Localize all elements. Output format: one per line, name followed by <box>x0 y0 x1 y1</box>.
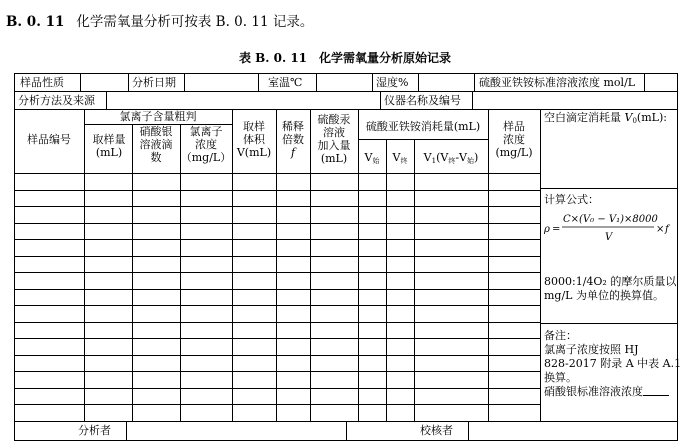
table-cell[interactable] <box>414 190 488 207</box>
table-cell[interactable] <box>84 190 132 207</box>
table-cell[interactable] <box>232 289 276 306</box>
table-cell[interactable] <box>180 322 232 339</box>
table-cell[interactable] <box>386 371 414 388</box>
table-cell[interactable] <box>358 388 386 405</box>
table-cell[interactable] <box>232 322 276 339</box>
table-cell[interactable] <box>232 355 276 372</box>
grid-hline <box>84 124 232 125</box>
table-cell[interactable] <box>310 272 358 289</box>
table-cell[interactable] <box>180 173 232 190</box>
table-cell[interactable] <box>310 173 358 190</box>
table-cell[interactable] <box>14 371 84 388</box>
table-cell[interactable] <box>14 256 84 273</box>
table-title: 表 B. 0. 11 化学需氧量分析原始记录 <box>238 51 452 65</box>
record-form <box>14 73 682 441</box>
table-cell[interactable] <box>84 322 132 339</box>
table-cell[interactable] <box>180 272 232 289</box>
table-cell[interactable] <box>14 239 84 256</box>
dilution-line3: f <box>290 146 296 159</box>
table-cell[interactable] <box>276 256 310 273</box>
table-cell[interactable] <box>310 190 358 207</box>
grid-vline <box>184 73 185 91</box>
grid-vline <box>126 421 127 441</box>
reviewer-label: 校核者 <box>420 424 453 437</box>
table-cell[interactable] <box>180 355 232 372</box>
table-cell[interactable] <box>488 388 540 405</box>
table-cell[interactable] <box>180 338 232 355</box>
remark-label: 备注： <box>544 329 577 342</box>
table-cell[interactable] <box>180 223 232 240</box>
table-cell[interactable] <box>414 272 488 289</box>
agno3-drops-header <box>132 125 180 164</box>
table-cell[interactable] <box>84 256 132 273</box>
v-end-header: $V_终$ <box>392 151 408 165</box>
table-cell[interactable] <box>84 239 132 256</box>
table-cell[interactable] <box>358 338 386 355</box>
grid-vline <box>80 73 81 91</box>
table-cell[interactable] <box>386 223 414 240</box>
table-cell[interactable] <box>276 206 310 223</box>
table-cell[interactable] <box>358 371 386 388</box>
table-cell[interactable] <box>276 173 310 190</box>
hgso4-header <box>310 113 358 165</box>
take-vol-line1: 取样量 <box>92 133 126 146</box>
cod-formula <box>542 208 676 248</box>
table-cell[interactable] <box>14 388 84 405</box>
table-cell[interactable] <box>132 223 180 240</box>
table-cell[interactable] <box>84 404 132 421</box>
table-cell[interactable] <box>414 289 488 306</box>
formula-eq: = <box>552 224 561 235</box>
table-cell[interactable] <box>132 272 180 289</box>
table-cell[interactable] <box>386 272 414 289</box>
analysis-date-field[interactable] <box>184 73 258 91</box>
table-cell[interactable] <box>14 223 84 240</box>
grid-vline <box>418 73 419 91</box>
table-cell[interactable] <box>414 305 488 322</box>
method-source-label: 分析方法及来源 <box>18 94 95 107</box>
hgso4-line4: (mL) <box>320 152 348 165</box>
sample-nature-label: 样品性质 <box>20 76 64 89</box>
table-cell[interactable] <box>414 338 488 355</box>
table-cell[interactable] <box>310 388 358 405</box>
grid-vline <box>472 91 473 109</box>
table-cell[interactable] <box>386 289 414 306</box>
table-cell[interactable] <box>232 206 276 223</box>
table-cell[interactable] <box>180 404 232 421</box>
sample-nature-field[interactable] <box>80 73 128 91</box>
reviewer-field[interactable] <box>468 421 674 441</box>
grid-vline <box>474 73 475 91</box>
v1-header: $V_1(V_终-V_始)$ <box>423 151 479 165</box>
grid-vline <box>128 73 129 91</box>
table-cell[interactable] <box>180 289 232 306</box>
sample-conc-line1: 样品 <box>503 120 525 133</box>
table-cell[interactable] <box>180 206 232 223</box>
table-cell[interactable] <box>358 173 386 190</box>
table-cell[interactable] <box>276 355 310 372</box>
agno3-line1: 硝酸银 <box>139 125 173 138</box>
table-cell[interactable] <box>310 239 358 256</box>
dilution-line2: 倍数 <box>282 133 304 146</box>
formula-label: 计算公式： <box>544 193 599 206</box>
remark-line1: 氯离子浓度按照 HJ <box>544 343 639 356</box>
take-vol-line2: (mL) <box>95 146 123 159</box>
table-cell[interactable] <box>14 190 84 207</box>
table-cell[interactable] <box>180 190 232 207</box>
table-cell[interactable] <box>386 206 414 223</box>
table-cell[interactable] <box>488 206 540 223</box>
table-cell[interactable] <box>386 388 414 405</box>
grid-hline <box>358 139 488 140</box>
dilution-line1: 稀释 <box>282 120 304 133</box>
table-cell[interactable] <box>180 305 232 322</box>
table-cell[interactable] <box>132 173 180 190</box>
sample-vol-line2: 体积 <box>243 133 265 146</box>
table-cell[interactable] <box>232 404 276 421</box>
table-cell[interactable] <box>276 223 310 240</box>
fas-group-header: 硫酸亚铁铵消耗量(mL) <box>365 120 481 133</box>
table-cell[interactable] <box>310 289 358 306</box>
table-cell[interactable] <box>488 338 540 355</box>
analyst-field[interactable] <box>126 421 346 441</box>
table-cell[interactable] <box>14 206 84 223</box>
table-cell[interactable] <box>414 371 488 388</box>
table-cell[interactable] <box>232 272 276 289</box>
table-cell[interactable] <box>488 371 540 388</box>
grid-vline <box>468 421 469 441</box>
table-cell[interactable] <box>488 305 540 322</box>
table-cell[interactable] <box>310 338 358 355</box>
table-cell[interactable] <box>180 371 232 388</box>
dilution-header <box>276 120 310 159</box>
table-cell[interactable] <box>358 355 386 372</box>
table-cell[interactable] <box>414 256 488 273</box>
table-cell[interactable] <box>358 256 386 273</box>
table-cell[interactable] <box>488 272 540 289</box>
table-cell[interactable] <box>276 305 310 322</box>
table-cell[interactable] <box>84 206 132 223</box>
table-cell[interactable] <box>386 355 414 372</box>
remark-line3: 换算。 <box>544 371 577 384</box>
table-cell[interactable] <box>310 355 358 372</box>
table-cell[interactable] <box>488 256 540 273</box>
hgso4-line2: 溶液 <box>323 126 345 139</box>
remark-line2: 828-2017 附录 A 中表 A.1 <box>544 357 682 370</box>
table-cell[interactable] <box>488 404 540 421</box>
table-cell[interactable] <box>132 206 180 223</box>
cl-conc-line3: （mg/L） <box>180 151 232 164</box>
table-cell[interactable] <box>386 305 414 322</box>
table-cell[interactable] <box>132 322 180 339</box>
table-cell[interactable] <box>386 338 414 355</box>
table-cell[interactable] <box>14 272 84 289</box>
table-cell[interactable] <box>232 239 276 256</box>
agno3-line2: 溶液滴 <box>139 138 173 151</box>
table-cell[interactable] <box>276 404 310 421</box>
room-temp-field[interactable] <box>316 73 372 91</box>
v-start-header: $V_始$ <box>364 151 380 165</box>
table-cell[interactable] <box>232 371 276 388</box>
table-cell[interactable] <box>488 355 540 372</box>
table-cell[interactable] <box>386 239 414 256</box>
table-cell[interactable] <box>132 289 180 306</box>
table-cell[interactable] <box>132 388 180 405</box>
table-cell[interactable] <box>386 173 414 190</box>
table-cell[interactable] <box>276 388 310 405</box>
table-cell[interactable] <box>488 289 540 306</box>
instrument-field[interactable] <box>472 91 674 109</box>
table-cell[interactable] <box>14 404 84 421</box>
agno3-conc-blank[interactable] <box>643 385 669 396</box>
table-cell[interactable] <box>232 223 276 240</box>
table-cell[interactable] <box>180 239 232 256</box>
table-cell[interactable] <box>386 256 414 273</box>
table-cell[interactable] <box>180 388 232 405</box>
sample-vol-header <box>232 120 276 159</box>
formula-numerator: C×(V₀ − V₁)×8000 <box>563 214 658 225</box>
table-cell[interactable] <box>132 305 180 322</box>
grid-vline <box>540 109 541 421</box>
table-cell[interactable] <box>488 173 540 190</box>
table-cell[interactable] <box>414 206 488 223</box>
table-cell[interactable] <box>358 206 386 223</box>
table-cell[interactable] <box>14 355 84 372</box>
section-text: 化学需氧量分析可按表 B. 0. 11 记录。 <box>76 14 314 30</box>
table-cell[interactable] <box>310 404 358 421</box>
table-cell[interactable] <box>132 190 180 207</box>
table-cell[interactable] <box>232 305 276 322</box>
table-cell[interactable] <box>414 355 488 372</box>
table-cell[interactable] <box>358 190 386 207</box>
grid-hline <box>540 188 678 189</box>
sample-no-header: 样品编号 <box>27 133 71 146</box>
table-cell[interactable] <box>358 239 386 256</box>
sample-conc-line2: 浓度 <box>503 133 525 146</box>
grid-hline <box>14 109 678 110</box>
grid-vline <box>316 73 317 91</box>
table-cell[interactable] <box>14 338 84 355</box>
section-heading <box>6 10 313 30</box>
table-cell[interactable] <box>310 256 358 273</box>
table-cell[interactable] <box>414 388 488 405</box>
table-cell[interactable] <box>386 322 414 339</box>
sample-vol-line3: V(mL) <box>236 146 272 159</box>
table-cell[interactable] <box>232 256 276 273</box>
table-cell[interactable] <box>386 190 414 207</box>
sample-conc-header <box>488 120 540 159</box>
table-cell[interactable] <box>232 190 276 207</box>
table-cell[interactable] <box>488 239 540 256</box>
table-cell[interactable] <box>14 173 84 190</box>
table-cell[interactable] <box>84 338 132 355</box>
table-cell[interactable] <box>358 223 386 240</box>
table-cell[interactable] <box>310 206 358 223</box>
hgso4-line1: 硫酸汞 <box>317 113 351 126</box>
table-cell[interactable] <box>132 338 180 355</box>
table-cell[interactable] <box>488 223 540 240</box>
table-cell[interactable] <box>276 338 310 355</box>
humidity-label: 湿度% <box>376 76 409 89</box>
formula-mult: × <box>656 224 665 235</box>
table-cell[interactable] <box>132 371 180 388</box>
table-cell[interactable] <box>414 223 488 240</box>
table-cell[interactable] <box>310 371 358 388</box>
table-cell[interactable] <box>84 272 132 289</box>
table-cell[interactable] <box>84 388 132 405</box>
table-cell[interactable] <box>132 404 180 421</box>
grid-hline <box>540 323 678 324</box>
table-cell[interactable] <box>84 223 132 240</box>
table-cell[interactable] <box>276 239 310 256</box>
take-vol-header <box>86 133 132 159</box>
table-cell[interactable] <box>386 404 414 421</box>
table-cell[interactable] <box>84 173 132 190</box>
cl-conc-header <box>180 125 232 164</box>
table-cell[interactable] <box>84 289 132 306</box>
instrument-label: 仪器名称及编号 <box>384 94 461 107</box>
table-cell[interactable] <box>414 239 488 256</box>
table-cell[interactable] <box>84 371 132 388</box>
table-cell[interactable] <box>132 355 180 372</box>
grid-vline <box>372 73 373 91</box>
table-cell[interactable] <box>232 388 276 405</box>
table-cell[interactable] <box>358 289 386 306</box>
table-cell[interactable] <box>276 190 310 207</box>
fas-conc-field[interactable] <box>644 73 678 91</box>
table-cell[interactable] <box>276 272 310 289</box>
note-8000-line2: mg/L 为单位的换算值。 <box>544 289 664 302</box>
table-cell[interactable] <box>358 305 386 322</box>
section-number: B. 0. 11 <box>6 14 65 30</box>
table-cell[interactable] <box>310 305 358 322</box>
cl-conc-line2: 浓度 <box>195 138 217 151</box>
grid-vline <box>106 91 107 109</box>
note-8000-line1: 8000:1/4O₂ 的摩尔质量以 <box>544 275 677 288</box>
blank-titration-label: 空白滴定消耗量 $V_0(mL)$: <box>544 111 667 125</box>
table-cell[interactable] <box>414 173 488 190</box>
grid-vline <box>346 421 347 441</box>
hgso4-line3: 加入量 <box>317 139 351 152</box>
table-cell[interactable] <box>132 239 180 256</box>
remark-line4: 硝酸银标准溶液浓度 <box>544 385 669 398</box>
grid-vline <box>380 91 381 109</box>
sample-conc-line3: (mg/L) <box>495 146 533 159</box>
formula-f: f <box>665 224 669 235</box>
table-cell[interactable] <box>84 355 132 372</box>
table-cell[interactable] <box>232 338 276 355</box>
formula-denominator: V <box>605 232 613 243</box>
room-temp-label: 室温℃ <box>268 76 303 89</box>
table-cell[interactable] <box>310 322 358 339</box>
table-cell[interactable] <box>84 305 132 322</box>
method-source-field[interactable] <box>106 91 380 109</box>
analyst-label: 分析者 <box>78 424 111 437</box>
formula-rho: ρ <box>544 224 550 235</box>
table-cell[interactable] <box>14 289 84 306</box>
table-cell[interactable] <box>414 404 488 421</box>
table-cell[interactable] <box>14 322 84 339</box>
table-cell[interactable] <box>276 289 310 306</box>
table-cell[interactable] <box>276 371 310 388</box>
table-cell[interactable] <box>14 305 84 322</box>
analysis-date-label: 分析日期 <box>132 76 176 89</box>
humidity-field[interactable] <box>418 73 474 91</box>
agno3-line3: 数 <box>150 151 162 164</box>
table-cell[interactable] <box>414 322 488 339</box>
table-cell[interactable] <box>132 256 180 273</box>
table-cell[interactable] <box>276 322 310 339</box>
table-cell[interactable] <box>488 190 540 207</box>
table-cell[interactable] <box>358 404 386 421</box>
grid-vline <box>644 73 645 91</box>
grid-vline <box>258 73 259 91</box>
table-cell[interactable] <box>358 322 386 339</box>
sample-vol-line1: 取样 <box>243 120 265 133</box>
chloride-group-header: 氯离子含量粗判 <box>119 110 197 123</box>
grid-hline <box>14 91 678 92</box>
cl-conc-line1: 氯离子 <box>189 125 223 138</box>
table-cell[interactable] <box>358 272 386 289</box>
table-cell[interactable] <box>488 322 540 339</box>
fas-conc-label: 硫酸亚铁铵标准溶液浓度 mol/L <box>479 76 636 89</box>
table-cell[interactable] <box>310 223 358 240</box>
table-cell[interactable] <box>232 173 276 190</box>
table-cell[interactable] <box>180 256 232 273</box>
